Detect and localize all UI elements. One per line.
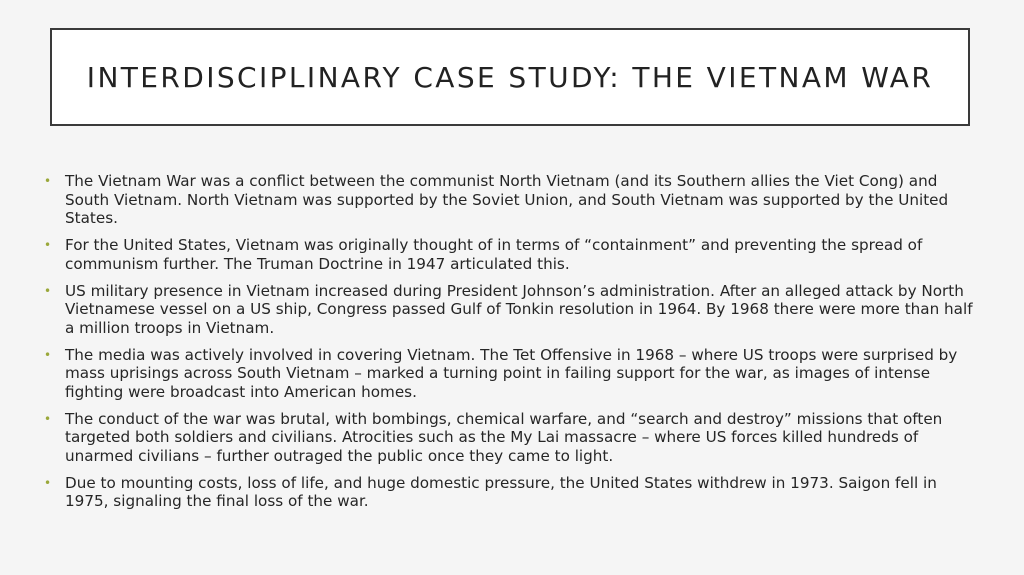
bullet-text: The conduct of the war was brutal, with bombings, chemical warfare, and “search and destroy” missions that often targeted both soldiers and civilians. Atrocities such as the My Lai massacre – where US forces killed hundreds of unarmed civilians – further outraged the public once they came to light. (65, 409, 943, 465)
bullet-marker-icon: • (44, 283, 52, 298)
bullet-marker-icon: • (44, 174, 52, 188)
bullet-item (40, 410, 985, 466)
bullet-list (40, 172, 985, 520)
bullet-item (40, 474, 985, 511)
bullet-text: For the United States, Vietnam was originally thought of in terms of “containment” and preventing the spread of communism further. The Truman Doctrine in 1947 articulated this. (65, 236, 923, 273)
bullet-item (40, 236, 985, 273)
bullet-item (40, 282, 985, 338)
bullet-marker-icon: • (44, 411, 52, 426)
slide-title: INTERDISCIPLINARY CASE STUDY: THE VIETNAM WAR (86, 60, 934, 94)
bullet-item (40, 346, 985, 402)
bullet-marker-icon: • (44, 347, 52, 362)
bullet-marker-icon: • (44, 475, 52, 490)
title-box (50, 28, 970, 126)
bullet-text: The Vietnam War was a conflict between the communist North Vietnam (and its Southern allies the Viet Cong) and South Vietnam. North Vietnam was supported by the Soviet Union, and South Vietnam was supported by the United States. (65, 172, 949, 227)
bullet-item (40, 172, 985, 228)
bullet-text: US military presence in Vietnam increased during President Johnson’s administration. After an alleged attack by North Vietnamese vessel on a US ship, Congress passed Gulf of Tonkin resolution in 1964. By 1968 there were more than half a million troops in Vietnam. (65, 281, 973, 337)
bullet-text: Due to mounting costs, loss of life, and huge domestic pressure, the United States withdrew in 1973. Saigon fell in 1975, signaling the final loss of the war. (65, 473, 937, 511)
bullet-text: The media was actively involved in covering Vietnam. The Tet Offensive in 1968 – where US troops were surprised by mass uprisings across South Vietnam – marked a turning point in failing support for the war, as images of intense fighting were broadcast into American homes. (65, 345, 958, 401)
bullet-marker-icon: • (44, 238, 52, 253)
